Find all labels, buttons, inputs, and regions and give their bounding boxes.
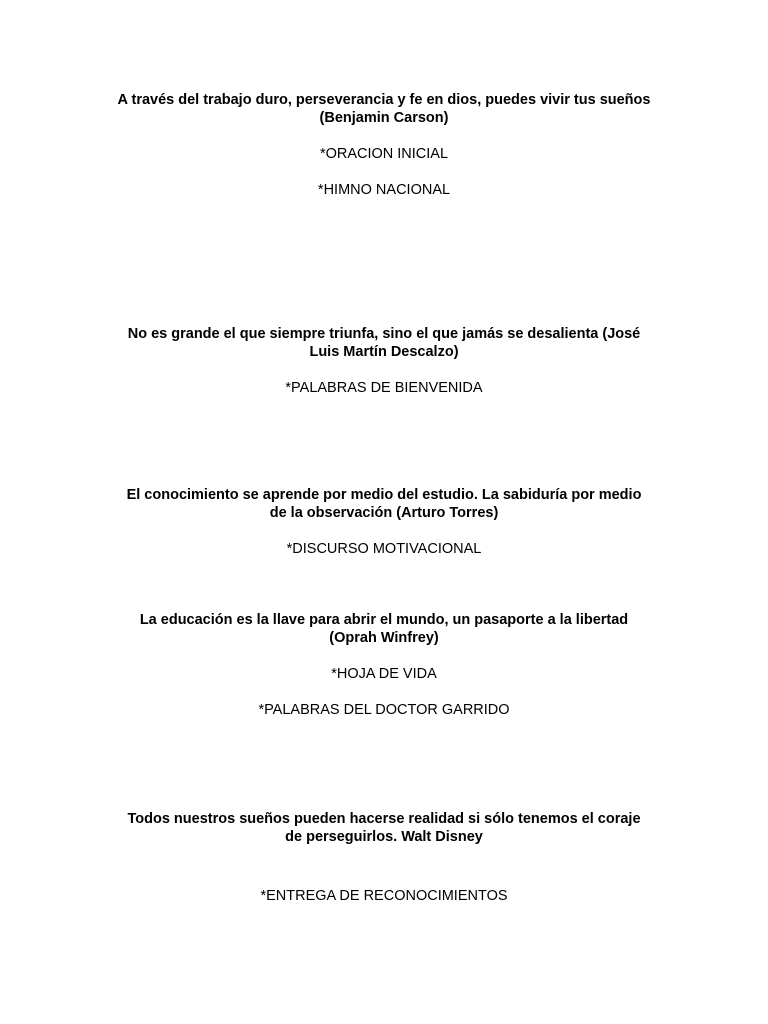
quote-line: A través del trabajo duro, perseverancia y fe en dios, puedes vivir tus sueños — [117, 92, 651, 108]
agenda-item: *HOJA DE VIDA — [331, 666, 437, 682]
agenda-item: *PALABRAS DE BIENVENIDA — [285, 380, 483, 396]
agenda-item: *ENTREGA DE RECONOCIMIENTOS — [260, 888, 508, 904]
quote-line: (Benjamin Carson) — [319, 110, 449, 126]
quote-line: La educación es la llave para abrir el mundo, un pasaporte a la libertad — [139, 612, 629, 628]
quote-line: de la observación (Arturo Torres) — [269, 505, 499, 521]
quote-line: Todos nuestros sueños pueden hacerse realidad si sólo tenemos el coraje — [127, 811, 641, 827]
quote-line: El conocimiento se aprende por medio del estudio. La sabiduría por medio — [126, 487, 642, 503]
quote-line: de perseguirlos. Walt Disney — [285, 829, 483, 845]
agenda-item: *PALABRAS DEL DOCTOR GARRIDO — [258, 702, 510, 718]
quote-line: Luis Martín Descalzo) — [309, 344, 459, 360]
agenda-item: *DISCURSO MOTIVACIONAL — [286, 541, 482, 557]
quote-line: No es grande el que siempre triunfa, sino el que jamás se desalienta (José — [127, 326, 641, 342]
agenda-item: *ORACION INICIAL — [319, 146, 449, 162]
quote-line: (Oprah Winfrey) — [329, 630, 439, 646]
agenda-item: *HIMNO NACIONAL — [317, 182, 451, 198]
